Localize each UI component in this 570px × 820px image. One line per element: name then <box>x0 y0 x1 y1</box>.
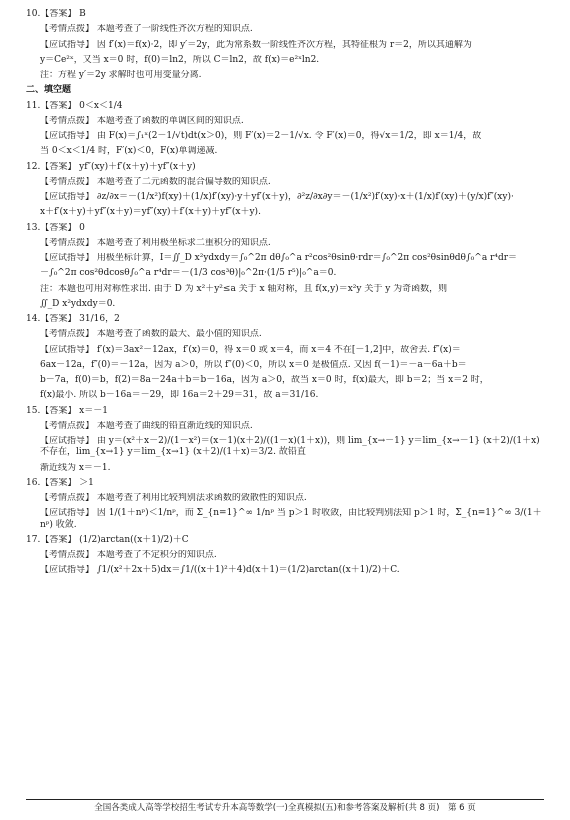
q10-guide-line1: 【应试指导】 因 f′(x)＝f(x)·2，即 y′＝2y，此为常系数一阶线性齐次方程，其特征根为 r＝2，所以其通解为 <box>40 39 472 50</box>
answer-11 <box>26 101 544 158</box>
answer-14 <box>26 314 544 402</box>
q16-guide-line1: 【应试指导】 因 1/(1＋nᵖ)＜1/nᵖ，而 Σ_{n=1}^∞ 1/nᵖ 当 p＞1 时收敛，由比较判别法知 p＞1 时，Σ_{n=1}^∞ 3/(1＋nᵖ) 收敛. <box>40 508 542 530</box>
q12-answer: 12.【答案】 yf″(xy)＋f′(x＋y)＋yf″(x＋y) <box>26 161 196 172</box>
q14-guide-line2: 6ax－12a，f″(0)＝－12a，因为 a＞0，所以 f″(0)＜0，所以 x＝0 是极值点. 又因 f(－1)＝－a－6a＋b＝ <box>40 359 467 370</box>
q17-guide-line1: 【应试指导】 ∫1/(x²＋2x＋5)dx＝∫1/((x＋1)²＋4)d(x＋1)＝(1/2)arctan((x＋1)/2)＋C. <box>40 565 400 576</box>
q17-kaoqing: 【考情点拨】 本题考查了不定积分的知识点. <box>40 550 217 560</box>
section-heading-fill-blank: 二、填空题 <box>26 85 72 96</box>
q11-guide-line1: 【应试指导】 由 F(x)＝∫₁ˣ(2－1/√t)dt(x＞0)，则 F′(x)＝2－1/√x. 令 F′(x)＝0，得√x＝1/2，即 x＝1/4，故 <box>40 131 482 141</box>
q11-guide-line2: 当 0＜x＜1/4 时，F′(x)＜0，F(x)单调递减. <box>40 146 218 157</box>
answer-10 <box>26 9 544 81</box>
q10-answer: 10.【答案】 B <box>26 9 86 19</box>
q12-guide-line2: x＋f′(x＋y)＋yf″(x＋y)＝yf″(xy)＋f′(x＋y)＋yf″(x＋y). <box>40 207 261 218</box>
q16-kaoqing: 【考情点拨】 本题考查了利用比较判别法求函数的敛散性的知识点. <box>40 493 307 503</box>
q14-answer: 14.【答案】 31/16，2 <box>26 314 120 324</box>
q13-guide-line2: －∫₀^2π cos²θdcosθ∫₀^a r⁴dr＝－(1/3 cos³θ)|₀^2π·(1/5 r⁵)|₀^a＝0. <box>40 268 337 279</box>
q10-kaoqing: 【考情点拨】 本题考查了一阶线性齐次方程的知识点. <box>40 24 253 35</box>
q10-note: 注：方程 y′＝2y 求解时也可用变量分离. <box>40 70 202 80</box>
page-footer: 全国各类成人高等学校招生考试专升本高等数学(一)全真模拟(五)和参考答案及解析(共 8 页) 第 6 页 <box>26 799 544 814</box>
q17-answer: 17.【答案】 (1/2)arctan((x＋1)/2)＋C <box>26 534 189 545</box>
answer-17 <box>26 535 544 577</box>
q13-answer: 13.【答案】 0 <box>26 222 85 233</box>
q10-guide-line2: y＝Ce²ˣ，又当 x＝0 时，f(0)＝ln2，所以 C＝ln2，故 f(x)＝e²ˣln2. <box>40 54 320 65</box>
q11-answer: 11.【答案】 0＜x＜1/4 <box>26 100 123 111</box>
q15-guide-line1: 【应试指导】 由 y＝(x²＋x－2)/(1－x²)＝(x－1)(x＋2)/((1－x)(1＋x))，则 lim_{x→－1} y＝lim_{x→－1} (x＋2)/(1＋x) 不存在，lim_{x→1} y＝lim_{x→1} (x＋2)/(1＋x)＝3/2. 故铅直 <box>40 436 540 458</box>
q12-kaoqing: 【考情点拨】 本题考查了二元函数的混合偏导数的知识点. <box>40 176 271 187</box>
q12-guide-line1: 【应试指导】 ∂z/∂x＝－(1/x²)f(xy)＋(1/x)f′(xy)·y＋yf′(x＋y)，∂²z/∂x∂y＝－(1/x²)f′(xy)·x＋(1/x)f′(xy)＋(y/x)f″(xy)· <box>40 192 514 202</box>
q14-guide-line3: b－7a，f(0)＝b，f(2)＝8a－24a＋b＝b－16a，因为 a＞0，故当 x＝0 时，f(x)最大，即 b＝2；当 x＝2 时， <box>40 375 489 385</box>
answer-13 <box>26 223 544 311</box>
q13-note-line1: 注：本题也可用对称性求出. 由于 D 为 x²＋y²≤a 关于 x 轴对称，且 f(x,y)＝x²y 关于 y 为奇函数，则 <box>40 283 448 294</box>
q14-kaoqing: 【考情点拨】 本题考查了函数的最大、最小值的知识点. <box>40 329 262 340</box>
answer-16 <box>26 478 544 531</box>
q13-kaoqing: 【考情点拨】 本题考查了利用极坐标求二重积分的知识点. <box>40 237 271 248</box>
q14-guide-line1: 【应试指导】 f′(x)＝3ax²－12ax，f′(x)＝0，得 x＝0 或 x＝4，而 x＝4 不在[－1,2]中，故舍去. f″(x)＝ <box>40 344 461 355</box>
q13-guide-line1: 【应试指导】 用极坐标计算，I＝∬_D x²ydxdy＝∫₀^2π dθ∫₀^a r²cos²θsinθ·rdr＝∫₀^2π cos²θsinθdθ∫₀^a r⁴dr＝ <box>40 253 518 263</box>
q15-answer: 15.【答案】 x＝－1 <box>26 405 108 416</box>
answer-15 <box>26 406 544 474</box>
q14-guide-line4: f(x)最小. 所以 b－16a＝－29，即 16a＝2＋29＝31，故 a＝31/16. <box>40 390 319 401</box>
q15-guide-line2: 渐近线为 x＝－1. <box>40 462 111 473</box>
q13-note-line2: ∬_D x²ydxdy＝0. <box>40 298 116 309</box>
q11-kaoqing: 【考情点拨】 本题考查了函数的单调区间的知识点. <box>40 115 244 126</box>
answer-12 <box>26 162 544 219</box>
q16-answer: 16.【答案】 ＞1 <box>26 477 94 488</box>
q15-kaoqing: 【考情点拨】 本题考查了曲线的铅直渐近线的知识点. <box>40 420 253 431</box>
